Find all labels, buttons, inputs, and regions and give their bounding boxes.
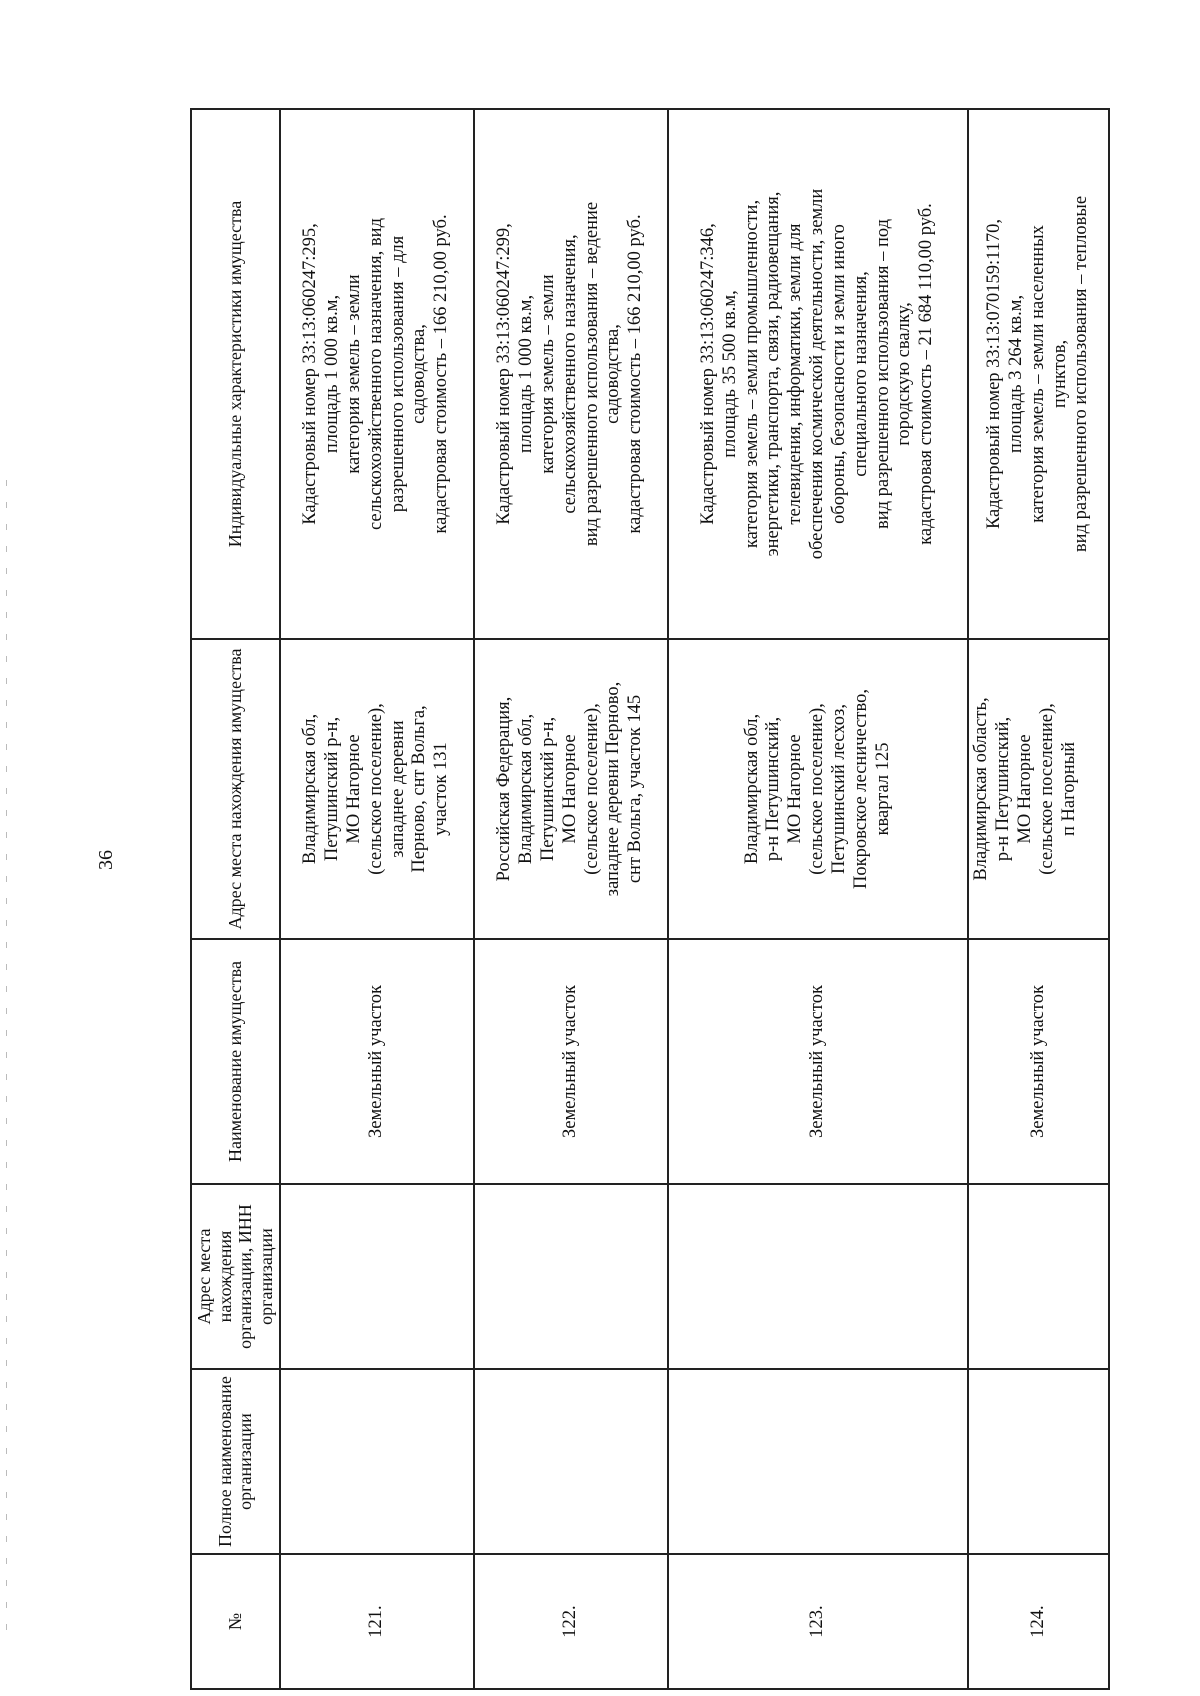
header-org-name: Полное наименование организации — [191, 1369, 280, 1554]
address-line: р-н Петушинский, — [993, 716, 1014, 862]
characteristic-line: категория земель – земли — [343, 274, 364, 474]
characteristic-line: площадь 35 500 кв.м, — [719, 290, 740, 458]
row-number: 123. — [668, 1554, 969, 1689]
row-number: 121. — [280, 1554, 474, 1689]
property-table — [190, 108, 1110, 1690]
characteristic-line: садоводства, — [409, 324, 430, 424]
characteristic-line: разрешенного использования – для — [387, 235, 408, 513]
property-address-cell — [280, 639, 474, 939]
address-line: Петушинский лесхоз, — [828, 704, 849, 874]
property-address-cell — [474, 639, 668, 939]
header-characteristics: Индивидуальные характеристики имущества — [191, 109, 280, 639]
address-line: западнее деревни Перново, — [603, 681, 624, 897]
characteristics-cell — [474, 109, 668, 639]
characteristic-line: сельскохозяйственного назначения, вид — [365, 218, 386, 530]
characteristic-line: обеспечения космической деятельности, земли — [807, 188, 828, 560]
characteristic-line: кадастровая стоимость – 21 684 110,00 руб. — [916, 203, 937, 545]
table-row — [968, 109, 1109, 1689]
characteristic-line: Кадастровый номер 33:13:070159:1170, — [984, 218, 1005, 530]
address-line: Владимирская обл, — [516, 713, 537, 865]
characteristic-line: вид разрешенного использования – под — [872, 218, 893, 530]
characteristic-line: энергетики, транспорта, связи, радиовещания, — [763, 191, 784, 557]
characteristic-line: сельскохозяйственного назначения, — [559, 234, 580, 514]
header-org-address: Адрес места нахождения организации, ИНН организации — [191, 1184, 280, 1369]
header-property-address: Адрес места нахождения имущества — [191, 639, 280, 939]
address-line: Петушинский р-н, — [322, 716, 343, 862]
characteristic-line: обороны, безопасности и земли иного — [828, 224, 849, 524]
property-name-cell: Земельный участок — [280, 939, 474, 1184]
property-name-cell: Земельный участок — [668, 939, 969, 1184]
org-address-cell — [668, 1184, 969, 1369]
characteristics-cell — [280, 109, 474, 639]
scan-edge-artifact — [6, 480, 7, 1630]
table-header-row — [191, 109, 280, 1689]
address-line: Петушинский р-н, — [537, 716, 558, 862]
address-line: МО Нагорное — [559, 734, 580, 844]
row-number: 124. — [968, 1554, 1109, 1689]
characteristic-line: Кадастровый номер 33:13:060247:346, — [697, 223, 718, 525]
page-number: 36 — [95, 850, 117, 870]
property-name-cell: Земельный участок — [474, 939, 668, 1184]
characteristic-line: вид разрешенного использования – ведение — [581, 201, 602, 547]
characteristics-cell — [668, 109, 969, 639]
org-name-cell — [280, 1369, 474, 1554]
address-line: МО Нагорное — [343, 734, 364, 844]
address-line: Владимирская обл, — [741, 713, 762, 865]
address-line: снт Вольга, участок 145 — [625, 694, 646, 884]
org-address-cell — [968, 1184, 1109, 1369]
characteristic-line: площадь 3 264 кв.м, — [1005, 294, 1026, 454]
org-name-cell — [668, 1369, 969, 1554]
address-line: участок 131 — [431, 742, 452, 836]
address-line: (сельское поселение), — [1036, 703, 1057, 875]
address-line: (сельское поселение), — [365, 703, 386, 875]
characteristic-line: категория земель – земли промышленности, — [741, 199, 762, 549]
characteristic-line: специального назначения, — [850, 271, 871, 477]
characteristic-line: площадь 1 000 кв.м, — [322, 294, 343, 454]
row-number: 122. — [474, 1554, 668, 1689]
characteristic-line: садоводства, — [603, 324, 624, 424]
property-address-cell — [968, 639, 1109, 939]
address-line: Владимирская область, — [971, 697, 992, 881]
address-line: МО Нагорное — [1014, 734, 1035, 844]
characteristic-line: кадастровая стоимость – 166 210,00 руб. — [431, 214, 452, 534]
table-container — [190, 110, 1110, 1690]
property-name-cell: Земельный участок — [968, 939, 1109, 1184]
org-name-cell — [474, 1369, 668, 1554]
characteristic-line: телевидения, информатики, земли для — [785, 223, 806, 525]
property-address-cell — [668, 639, 969, 939]
characteristic-line: городскую свалку, — [894, 302, 915, 446]
address-line: квартал 125 — [872, 742, 893, 836]
org-name-cell — [968, 1369, 1109, 1554]
table-row — [668, 109, 969, 1689]
characteristic-line: категория земель – земли населенных — [1027, 225, 1048, 523]
header-number: № — [191, 1554, 280, 1689]
address-line: р-н Петушинский, — [763, 716, 784, 862]
address-line: Покровское лесничество, — [850, 689, 871, 889]
address-line: (сельское поселение), — [581, 703, 602, 875]
address-line: западнее деревни — [387, 720, 408, 858]
characteristic-line: Кадастровый номер 33:13:060247:299, — [494, 223, 515, 525]
characteristic-line: площадь 1 000 кв.м, — [516, 294, 537, 454]
address-line: (сельское поселение), — [807, 703, 828, 875]
address-line: Перново, снт Вольга, — [409, 705, 430, 873]
table-row — [474, 109, 668, 1689]
address-line: Владимирская обл, — [300, 713, 321, 865]
characteristic-line: категория земель – земли — [537, 274, 558, 474]
characteristic-line: Кадастровый номер 33:13:060247:295, — [300, 223, 321, 525]
address-line: Российская Федерация, — [494, 696, 515, 882]
characteristic-line: кадастровая стоимость – 166 210,00 руб. — [625, 214, 646, 534]
header-property-name: Наименование имущества — [191, 939, 280, 1184]
table-row — [280, 109, 474, 1689]
org-address-cell — [474, 1184, 668, 1369]
org-address-cell — [280, 1184, 474, 1369]
characteristics-cell — [968, 109, 1109, 639]
characteristic-line: пунктов, — [1049, 339, 1070, 409]
characteristic-line: вид разрешенного использования – тепловые — [1071, 195, 1092, 553]
address-line: п Нагорный — [1058, 742, 1079, 836]
address-line: МО Нагорное — [785, 734, 806, 844]
